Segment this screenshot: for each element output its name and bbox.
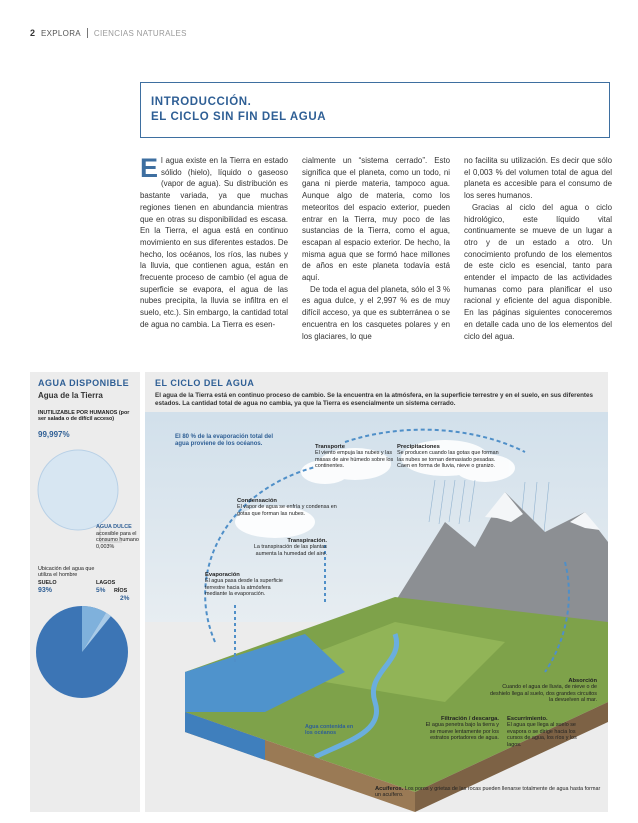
transpiracion-title: Transpiración.	[287, 538, 327, 544]
evaporacion-text: El agua pasa desde la superficie terrestre hacia la atmósfera mediante la evaporación.	[205, 578, 283, 598]
absorcion-label	[485, 678, 597, 704]
body-col2-p2: De toda el agua del planeta, sólo el 3 % es agua dulce, y el 2,997 % es de muy difícil acceso, ya que es subterránea o se encuentra en los casquetes polares y en los glaciares, lo que	[302, 284, 450, 341]
page-number: 2	[30, 28, 36, 38]
acuiferos-label	[375, 786, 605, 799]
ciclo-intro: El agua de la Tierra está en continuo proceso de cambio. Se la encuentra en la atmósfera, en la superficie terrestre y en el suelo, en sus diferentes estados. La cantidad total de agua no cambia, ya que la Tierra es esencialmente un sistema cerrado.	[155, 392, 594, 407]
body-columns	[140, 155, 612, 342]
agua-disponible-subtitle: Agua de la Tierra	[38, 391, 103, 400]
body-col1-text: l agua existe en la Tierra en estado sólido (hielo), líquido o gaseoso (vapor de agua). Su distribución es bastante variada, ya que muchas regiones tienen en abundancia mientras que en otras su disponibilidad es escasa. En la Tierra, el agua está en continuo movimiento en sus diferentes estados. De hecho, los océanos, los ríos, las nubes y la lluvia, que contienen agua, están en frecuente proceso de cambio (el agua de superficie se evapora, el agua de las nubes precipita, la lluvia se infiltra en el suelo, etc.). Sin embargo, la cantidad total de agua no cambia. La Tierra es esen-	[140, 156, 288, 329]
evaporacion-label	[205, 572, 283, 598]
ciclo-title: EL CICLO DEL AGUA	[155, 378, 255, 388]
suelo-pct: 93%	[38, 587, 53, 594]
transpiracion-label	[245, 538, 327, 557]
acuiferos-title: Acuíferos.	[375, 786, 404, 792]
escurrimiento-title: Escurrimiento.	[507, 716, 548, 722]
acuiferos-text: Los poros y grietas de las rocas pueden llenarse totalmente de agua hasta formar un acuífero.	[375, 786, 601, 799]
body-col3-p2: Gracias al ciclo del agua o ciclo hidrológico, este líquido vital continuamente se mueve de un lugar a otro y de un estado a otro. Un conocimiento profundo de los elementos de este ciclo es esencial, tanto para entender el impacto de las actividades humanas como para planificar el uso racional y eficiente del agua disponible. En las páginas siguientes conoceremos en detalle cada uno de los elementos del ciclo del agua.	[464, 202, 612, 341]
agua-disponible-panel	[30, 372, 140, 812]
body-column-3	[464, 155, 612, 342]
filtracion-text: El agua penetra bajo la tierra y se mueve lentamente por los estratos portadores de agua.	[425, 722, 499, 742]
transporte-label	[315, 444, 405, 470]
body-col3-p1: no facilita su utilización. Es decir que sólo el 0,003 % del volumen total de agua del planeta es accesible para el consumo de los seres humanos.	[464, 156, 612, 201]
precipitaciones-label	[397, 444, 505, 470]
transporte-title: Transporte	[315, 444, 345, 450]
oceanos-pct-label: El 80 % de la evaporación total del agua proviene de los océanos.	[175, 434, 274, 447]
body-col2-p1: cialmente un “sistema cerrado”. Esto significa que el planeta, como un todo, ni gana ni pierde materia, tampoco agua. Aunque algo de materia, como los meteoritos del espacio exterior, pueden entrar en la Tierra, muy poco de las sustancias de la Tierra, como el agua, escapan al espacio exterior. De hecho, la misma agua que se formó hace millones de años en este planeta todavía está aquí.	[302, 156, 450, 283]
page-header	[30, 28, 187, 38]
brand-name: EXPLORA	[41, 28, 81, 38]
section-name: CIENCIAS NATURALES	[93, 28, 187, 38]
lagos-pct: 5%	[96, 587, 106, 594]
precipitaciones-title: Precipitaciones	[397, 444, 440, 450]
filtracion-title: Filtración / descarga.	[441, 716, 499, 722]
condensacion-label	[237, 498, 347, 517]
rios-pct: 2%	[120, 595, 130, 602]
condensacion-text: El vapor de agua se enfría y condensa en gotas que forman las nubes.	[237, 504, 337, 517]
ciclo-agua-panel	[145, 372, 608, 812]
agua-oceanos-label: Agua contenida en los océanos	[305, 724, 354, 737]
water-usage-pie	[30, 600, 140, 710]
evaporacion-title: Evaporación	[205, 572, 240, 578]
filtracion-label	[423, 716, 499, 742]
title-line-2: EL CICLO SIN FIN DEL AGUA	[151, 111, 327, 123]
title-box	[140, 82, 610, 138]
agua-dulce-text: accesible para el consumo humano 0,003%	[96, 531, 139, 550]
escurrimiento-text: El agua que llega al suelo se evapora o se dirige hacia los cursos de agua, los ríos y los lagos.	[507, 722, 577, 748]
title-line-1: INTRODUCCIÓN.	[151, 96, 252, 108]
body-column-1	[140, 155, 288, 342]
body-column-2	[302, 155, 450, 342]
rios-label: RÍOS	[114, 588, 128, 594]
escurrimiento-label	[507, 716, 579, 748]
absorcion-title: Absorción	[568, 678, 597, 684]
header-divider	[87, 28, 88, 38]
transpiracion-text: La transpiración de las plantas aumenta la humedad del aire.	[253, 544, 327, 557]
agua-disponible-title: AGUA DISPONIBLE	[38, 378, 130, 388]
agua-dulce-title: AGUA DULCE	[96, 524, 132, 530]
lagos-label: LAGOS	[96, 580, 116, 586]
inutilizable-label: INUTILIZABLE POR HUMANOS (por ser salada o de difícil acceso)	[38, 410, 130, 423]
transporte-text: El viento empuja las nubes y las masas de aire húmedo sobre los continentes.	[315, 450, 394, 470]
precipitaciones-text: Se producen cuando las gotas que forman las nubes se tornan demasiado pesadas. Caen en forma de lluvia, nieve o granizo.	[397, 450, 499, 470]
suelo-label: SUELO	[38, 580, 57, 586]
inutilizable-pct: 99,997%	[38, 430, 70, 439]
drop-cap: E	[140, 153, 159, 183]
absorcion-text: Cuando el agua de lluvia, de nieve o de deshielo llega al suelo, dos grandes circuitos la devuelven al mar.	[490, 684, 597, 704]
condensacion-title: Condensación	[237, 498, 277, 504]
ubicacion-label: Ubicación del agua que utiliza el hombre	[38, 566, 95, 579]
